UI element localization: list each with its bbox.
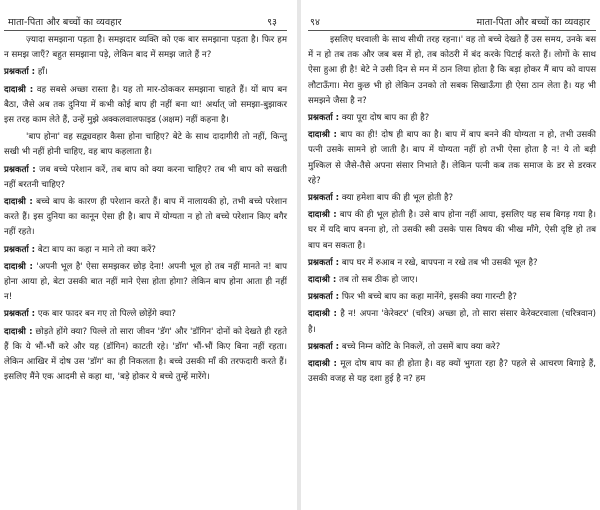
paragraph-text: वह सबसे अच्छा रास्ता है। यह तो मार-ठोककर समझाना चाहते हैं। यों बाप बन बैठा, जैसे अब तक दुनिया में कभी कोई बाप ही नहीं बना था! अर्थात् जो समझा-बुझाकर इस तरह काम लेते हैं, उन्हें मुझे अक्कलवालफाइड (अक्षम) नहीं कहना है। xyxy=(4,84,287,126)
page-number: ९४ xyxy=(310,17,320,28)
paragraph-text: तब तो सब ठीक हो जाए। xyxy=(339,275,418,286)
running-title: माता-पिता और बच्चों का व्यवहार xyxy=(476,17,590,28)
dialogue-paragraph xyxy=(308,256,596,271)
speaker-label: दादाश्री : xyxy=(4,84,34,95)
speaker-label: प्रश्नकर्ता : xyxy=(4,244,36,255)
dialogue-paragraph xyxy=(4,260,287,306)
speaker-label: दादाश्री : xyxy=(4,197,33,208)
paragraph-text: मूल दोष बाप का ही होता है। वह क्यों भुगता रहा है? पहले से आचरण बिगाड़े हैं, उसकी वजह से यह दशा हुई है न? हम xyxy=(308,359,596,385)
dialogue-paragraph xyxy=(4,307,287,322)
paragraph-text: बच्चे बाप के कारण ही परेशान करते हैं। बाप में नालायकी हो, तभी बच्चे परेशान करते हैं। इस दुनिया का कानून ऐसा ही है। बाप में योग्यता न हो तो बच्चे परेशान किए बगैर नहीं रहते। xyxy=(4,197,287,238)
paragraph-text: बच्चे निम्न कोटि के निकलें, तो उसमें बाप क्या करे? xyxy=(341,341,501,352)
paragraph-text: फिर भी बच्चे बाप का कहा मानेंगे, इसकी क्या गारन्टी है? xyxy=(341,292,517,303)
paragraph-text: बाप की ही भूल होती है। उसे बाप होना नहीं आया, इसलिए यह सब बिगड़ गया है। घर में यदि बाप बनना हो, तो उसकी स्त्री उसके पास विषय की भीख माँगे, ऐसी दृष्टि हो तब बाप बन सकता है। xyxy=(308,210,597,251)
paragraph-text: इसलिए घरवाली के साथ सीधी तरह रहना।' वह तो बच्चे देखते हैं उस समय, उनके बस में न हो तब तक और जब बस में हो, तब कोठरी में बंद करके पिटाई करते हैं। लोगों के साथ ऐसा हुआ ही है! बेटे ने उसी दिन से मन में ठान लिया होता है कि बड़ा होकर मैं बाप को वापस लौटाऊँगा। मेरा कुछ भी हो लेकिन उनको तो सबक सिखाऊँगा ही ऐसा ठान लेता है। यह भी समझने जैसा है न? xyxy=(308,35,596,106)
dialogue-paragraph xyxy=(308,340,596,355)
paragraph-text: ज़्यादा समझाना पड़ता है। समझदार व्यक्ति को एक बार समझाना पड़ता है। फिर हम न समझ जाएँ? बहुत समझाना पड़े, लेकिन बाद में समझ जाते हैं न? xyxy=(4,35,287,61)
dialogue-paragraph xyxy=(4,83,287,129)
paragraph-text: 'बाप होना' वह सद्व्यवहार कैसा होना चाहिए? बेटे के साथ दादागीरी तो नहीं, किन्तु सखी भी नहीं होनी चाहिए, वह बाप कहलाता है। xyxy=(4,132,287,158)
speaker-label: दादाश्री : xyxy=(308,210,337,221)
dialogue-paragraph xyxy=(308,191,596,206)
dialogue-paragraph xyxy=(308,290,596,305)
speaker-label: दादाश्री : xyxy=(308,309,337,320)
dialogue-paragraph xyxy=(308,273,596,288)
dialogue-paragraph xyxy=(4,33,287,63)
speaker-label: प्रश्नकर्ता : xyxy=(308,292,340,303)
paragraph-text: बेटा बाप का कहा न माने तो क्या करें? xyxy=(37,244,156,255)
speaker-label: दादाश्री : xyxy=(308,275,337,286)
speaker-label: प्रश्नकर्ता : xyxy=(308,341,340,352)
speaker-label: दादाश्री : xyxy=(4,326,33,337)
paragraph-text: क्या हमेशा बाप की ही भूल होती है? xyxy=(341,193,454,204)
page-body xyxy=(4,31,287,385)
speaker-label: दादाश्री : xyxy=(4,261,33,272)
dialogue-paragraph xyxy=(4,325,287,386)
page-number: ९३ xyxy=(267,17,277,28)
paragraph-text: क्या पूरा दोष बाप का ही है? xyxy=(341,113,430,124)
book-gutter xyxy=(297,0,301,510)
running-title: माता-पिता और बच्चों का व्यवहार xyxy=(8,17,122,28)
dialogue-paragraph xyxy=(308,33,596,109)
speaker-label: प्रश्नकर्ता : xyxy=(308,257,340,268)
speaker-label: प्रश्नकर्ता : xyxy=(308,113,340,124)
paragraph-text: बाप घर में रुआब न रखे, बापपना न रखे तब भी उसकी भूल है? xyxy=(341,257,538,268)
paragraph-text: जब बच्चे परेशान करें, तब बाप को क्या करना चाहिए? तब भी बाप को सखती नहीं बरतनी चाहिए? xyxy=(4,164,287,190)
dialogue-paragraph xyxy=(308,357,596,387)
paragraph-text: बाप का ही! दोष ही बाप का है। बाप में बाप बनने की योग्यता न हो, तभी उसकी पत्नी उसके सामने हो जाती है। बाप में योग्यता नहीं हो तभी ऐसा होता है न! ये तो बड़ी मुश्किल से जैसे-तैसे अपना संसार निभाते हैं। लेकिन पत्नी कब तक समाज के डर से डरकर रहे? xyxy=(308,130,596,186)
page-header xyxy=(308,0,596,31)
dialogue-paragraph xyxy=(308,208,596,254)
dialogue-paragraph xyxy=(4,130,287,160)
left-page xyxy=(0,0,296,510)
paragraph-text: 'अपनी भूल है' ऐसा समझकर छोड़ देना! अपनी भूल हो तब नहीं मानते न! बाप होना आया हो, बेटा उसकी बात नहीं माने ऐसा होता होगा? लेकिन बाप होना आता ही नहीं न! xyxy=(4,261,287,303)
dialogue-paragraph xyxy=(4,163,287,193)
paragraph-text: छोड़ते होंगे क्या? पिल्ले तो सारा जीवन 'डॅग' और 'डॉगिन' दोनों को देखते ही रहते हैं कि ये भौं-भौं करे और यह (डॉगिन) काटती रहे। 'डॉग' भौं-भौं किए बिना नहीं रहता। लेकिन आखिर में दोष उस 'डॉग' का ही निकलता है। बच्चे उसकी माँ की तरफदारी करते हैं। इसलिए मैंने एक आदमी से कहा था, 'बड़े होकर ये बच्चे तुम्हें मारेंगे। xyxy=(4,326,287,383)
dialogue-paragraph xyxy=(308,307,596,337)
paragraph-text: है न! अपना 'केरेक्टर' (चरित्र) अच्छा हो, तो सारा संसार केरेक्टरवाला (चरित्रवान) है। xyxy=(308,309,597,335)
dialogue-paragraph xyxy=(4,65,287,80)
paragraph-text: एक बार फादर बन गए तो पिल्ले छोड़ेंगे क्या? xyxy=(37,309,176,320)
speaker-label: प्रश्नकर्ता : xyxy=(4,309,36,320)
page-body xyxy=(308,31,596,387)
dialogue-paragraph xyxy=(4,243,287,258)
dialogue-paragraph xyxy=(4,195,287,241)
dialogue-paragraph xyxy=(308,128,596,189)
speaker-label: प्रश्नकर्ता : xyxy=(4,164,36,175)
speaker-label: दादाश्री : xyxy=(308,130,337,141)
right-page xyxy=(302,0,600,510)
speaker-label: प्रश्नकर्ता : xyxy=(4,67,36,78)
dialogue-paragraph xyxy=(308,111,596,126)
paragraph-text: हाँ। xyxy=(37,67,48,78)
speaker-label: दादाश्री : xyxy=(308,359,337,370)
page-header xyxy=(4,0,287,31)
speaker-label: प्रश्नकर्ता : xyxy=(308,193,340,204)
